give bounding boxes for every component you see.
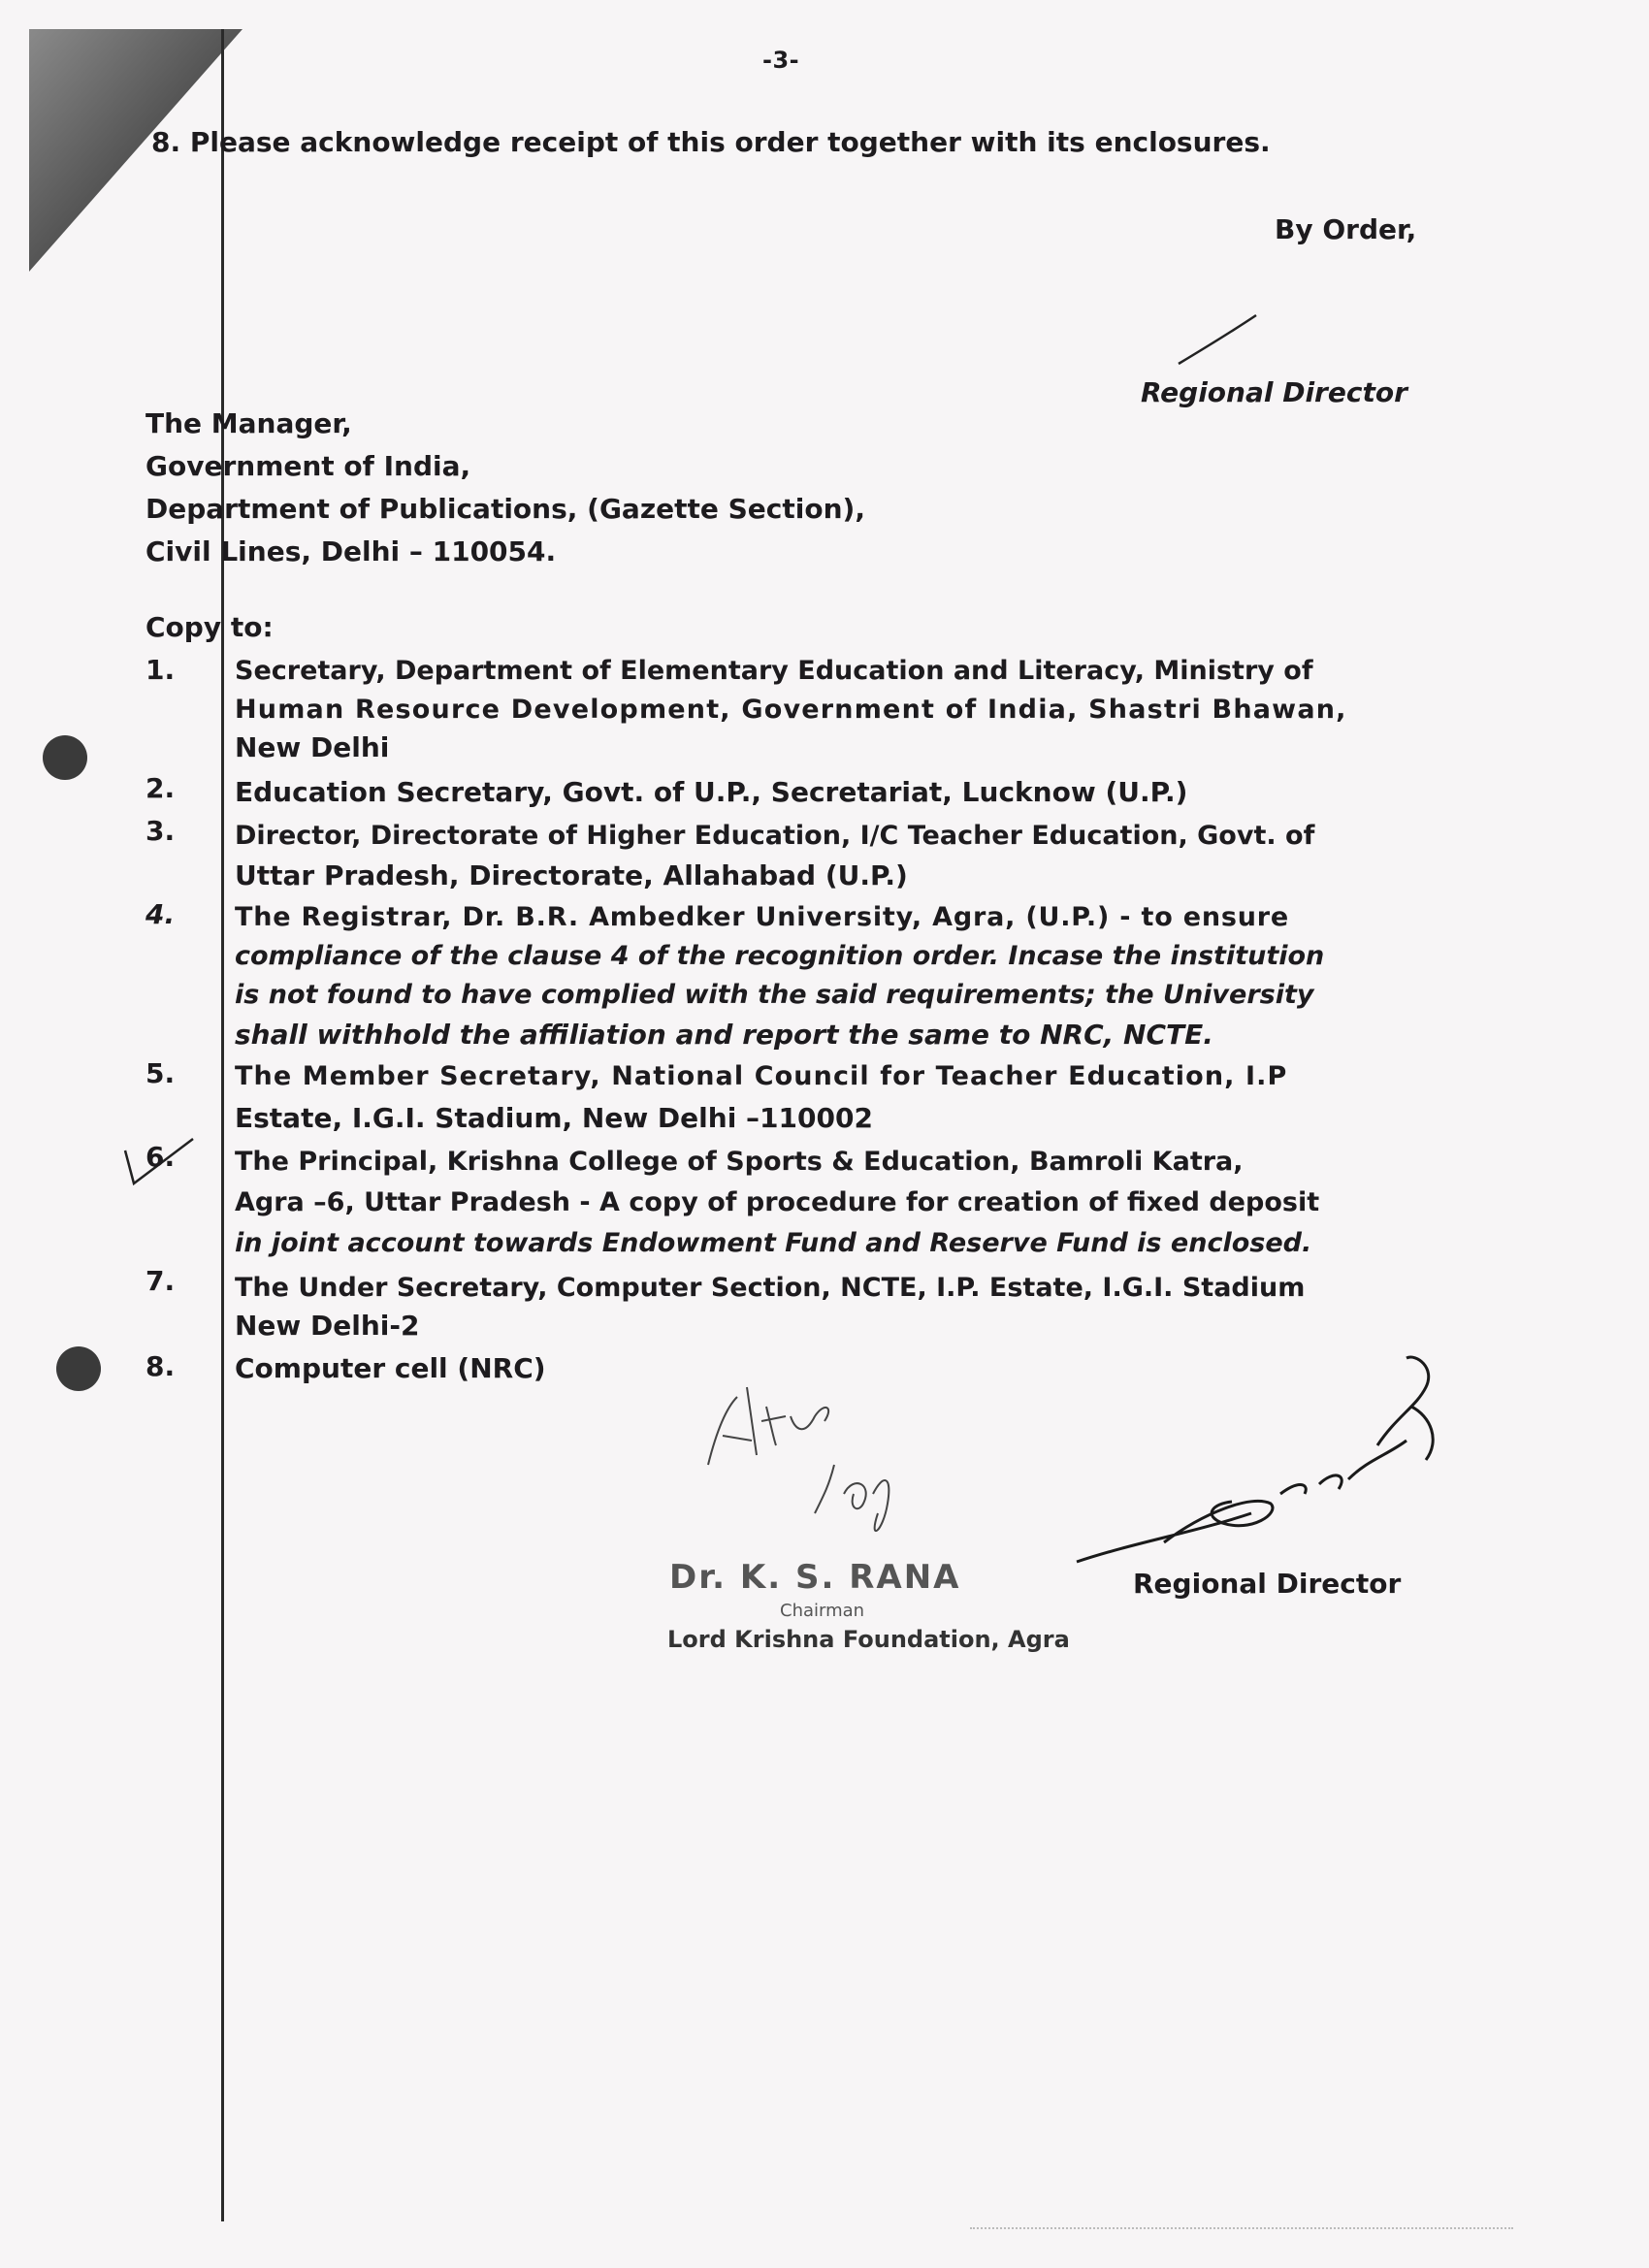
copy-item-6-line-1: The Principal, Krishna College of Sports & Education, Bamroli Katra,: [235, 1147, 1244, 1177]
copy-item-2-line-1: Education Secretary, Govt. of U.P., Secretariat, Lucknow (U.P.): [235, 776, 1188, 808]
by-order: By Order,: [1275, 213, 1417, 245]
initial-mark-top: [1174, 310, 1261, 369]
attested-handwriting: [679, 1348, 970, 1562]
regional-director-signature: [1057, 1348, 1465, 1571]
copy-item-number: 7.: [146, 1265, 176, 1297]
copy-item-number: 8.: [146, 1350, 176, 1382]
copy-item-5-line-1: The Member Secretary, National Council for Teacher Education, I.P: [235, 1061, 1288, 1091]
copy-item-number: 4.: [146, 898, 176, 930]
copy-item-number: 6.: [146, 1141, 176, 1173]
copy-item-8-line-1: Computer cell (NRC): [235, 1352, 546, 1384]
punch-hole-top: [43, 735, 87, 780]
copy-item-4-line-2: compliance of the clause 4 of the recognition order. Incase the institution: [235, 941, 1325, 971]
punch-hole-bottom: [56, 1346, 101, 1391]
para-8: 8. Please acknowledge receipt of this order together with its enclosures.: [151, 126, 1271, 158]
copy-item-1-line-2: Human Resource Development, Government of India, Shastri Bhawan,: [235, 695, 1347, 725]
page-number: -3-: [762, 47, 800, 74]
addressee-line-3: Department of Publications, (Gazette Section),: [146, 493, 865, 525]
scan-dots: [970, 2227, 1513, 2233]
copy-item-4-line-4: shall withhold the affiliation and report the same to NRC, NCTE.: [235, 1019, 1213, 1051]
copy-item-number: 1.: [146, 654, 176, 686]
margin-rule: [221, 29, 224, 2221]
copy-item-5-line-2: Estate, I.G.I. Stadium, New Delhi –110002: [235, 1102, 873, 1134]
copy-item-1-line-3: New Delhi: [235, 731, 390, 763]
copy-item-7-line-2: New Delhi-2: [235, 1310, 420, 1342]
copy-item-3-line-1: Director, Directorate of Higher Education, I/C Teacher Education, Govt. of: [235, 821, 1315, 851]
regional-director-top: Regional Director: [1141, 376, 1407, 408]
copy-item-4-line-3: is not found to have complied with the said requirements; the University: [235, 980, 1314, 1010]
addressee-line-4: Civil Lines, Delhi – 110054.: [146, 535, 557, 567]
copy-item-number: 2.: [146, 772, 176, 804]
copy-item-number: 3.: [146, 815, 176, 847]
stamp-org: Lord Krishna Foundation, Agra: [667, 1626, 1070, 1653]
stamp-title: Chairman: [780, 1601, 865, 1621]
addressee-line-1: The Manager,: [146, 407, 352, 439]
copy-item-6-line-2: Agra –6, Uttar Pradesh - A copy of procedure for creation of fixed deposit: [235, 1187, 1320, 1217]
addressee-line-2: Government of India,: [146, 450, 471, 482]
copy-item-7-line-1: The Under Secretary, Computer Section, NCTE, I.P. Estate, I.G.I. Stadium: [235, 1273, 1306, 1303]
copy-item-3-line-2: Uttar Pradesh, Directorate, Allahabad (U.P.): [235, 859, 908, 891]
copy-item-number: 5.: [146, 1057, 176, 1089]
copy-item-6-line-3: in joint account towards Endowment Fund and Reserve Fund is enclosed.: [235, 1228, 1312, 1258]
stamp-name: Dr. K. S. RANA: [669, 1558, 961, 1597]
copy-item-4-line-1: The Registrar, Dr. B.R. Ambedker University, Agra, (U.P.) - to ensure: [235, 902, 1290, 932]
regional-director-bottom: Regional Director: [1133, 1568, 1402, 1600]
copy-to-heading: Copy to:: [146, 611, 274, 643]
copy-item-1-line-1: Secretary, Department of Elementary Education and Literacy, Ministry of: [235, 656, 1313, 686]
